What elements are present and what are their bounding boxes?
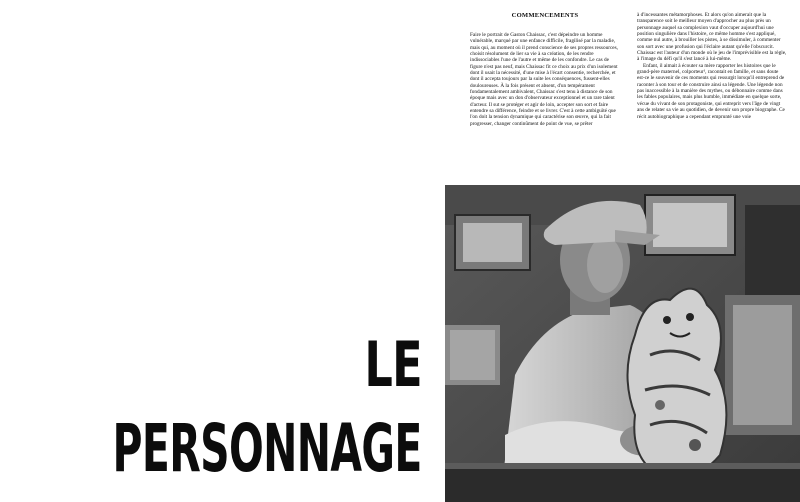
section-heading: COMMENCEMENTS <box>511 12 579 19</box>
paragraph: à d'incessantes métamorphoses. Et alors qu'on aimerait que la transparence soit le meilleur moyen d'approcher au plus près un personnage auquel sa complexion vaut d'occuper aujourd'hui une position singulière dans l'histoire, ce même homme s'est appliqué, comme nul autre, à brouiller les pistes, à se dissimuler, à commenter son sort avec une profusion qui l'éclaire autant qu'elle l'obscurcit. Chaissac est l'auteur d'un monde où le jeu de l'imprévisible est la règle, à l'image du défi qu'il s'est lancé à lui-même. <box>637 12 787 63</box>
text-column-1 <box>470 32 620 192</box>
text-column-2 <box>637 12 787 192</box>
paragraph: Enfant, il aimait à écouter sa mère rapporter les histoires que le grand-père maternel, colporteur¹, racontait en famille, et sans doute est-ce le souvenir de ces moments qui ressurgit lorsqu'il entreprend de raconter à son tour et de construire ainsi sa légende. Une légende non pas inaccessible à la manière des mythes, ou débonnaire comme dans les fables populaires, mais plus humble, immédiate en quelque sorte, vécue du vivant de son protagoniste, qui entreprit vers l'âge de vingt ans de relater sa vie au quotidien, de devenir son propre biographe. Ce récit autobiographique a cependant emprunté une voie <box>637 62 785 120</box>
chapter-title <box>72 328 422 498</box>
portrait-photo <box>445 185 800 502</box>
paragraph: Faire le portrait de Gaston Chaissac, c'est dépeindre un homme vulnérable, marqué par une enfance difficile, fragilisé par la maladie, mais qui, au moment où il prend conscience de ses propres ressources, choisit résolument de lier sa vie à sa création, de les rendre indissociables l'une de l'autre et même de les confondre. Le cas de figure n'est pas neuf, mais Chaissac fit ce choix au prix d'un isolement dont il usait la nécessité, d'une mise à l'écart consentie, recherchée, et dont il accepta toujours par la suite les conséquences, fussent-elles douloureuses. À la fois présent et absent, d'un tempérament fondamentalement ambivalent, Chaissac s'est tenu à distance de son époque mais avec un don d'observateur exceptionnel et un rare talent d'acteur. Il sut se protéger et agir de loin, accepter son sort et faire entendre sa différence, feindre et se livrer. C'est à cette ambiguïté que l'on doit la tension dynamique qui caractérise son œuvre, qui la fait progresser, changer continûment de point de vue, se prêter <box>470 32 618 127</box>
title-line-1: LE <box>364 328 422 401</box>
photo-illustration <box>445 185 800 502</box>
title-line-2: PERSONNAGE <box>112 410 422 487</box>
